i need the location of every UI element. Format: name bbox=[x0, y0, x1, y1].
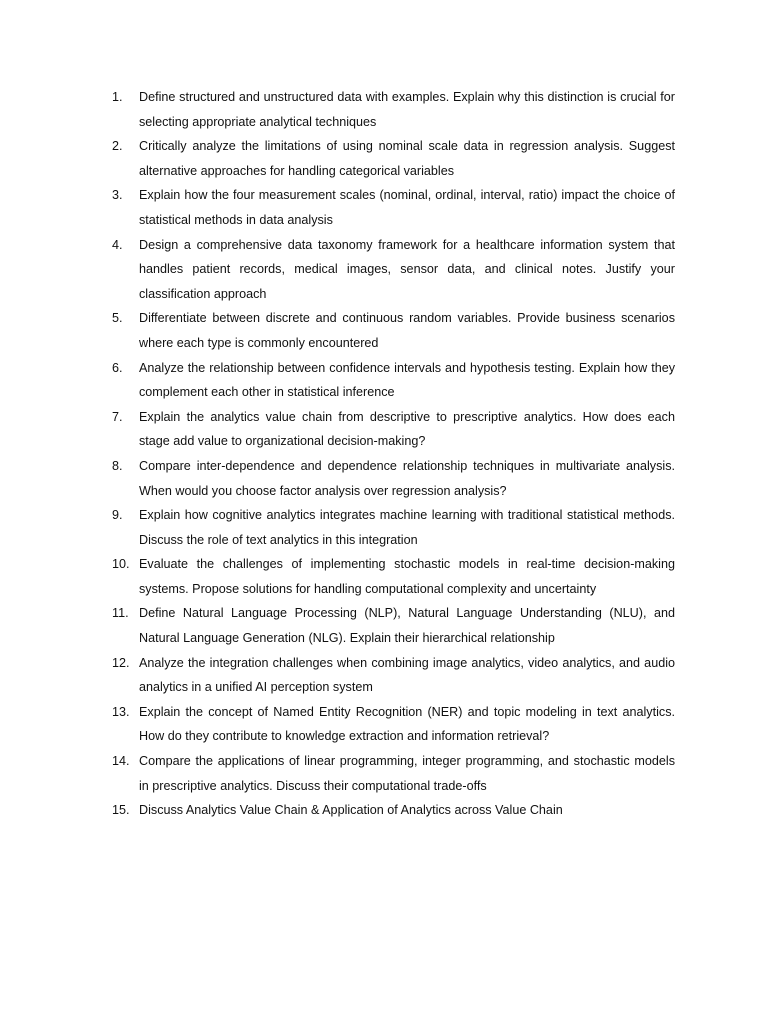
question-number: 4. bbox=[112, 237, 123, 252]
question-item bbox=[112, 454, 675, 503]
question-text: Define structured and unstructured data with examples. Explain why this distinction is crucial for selecting appropriate analytical techniques bbox=[139, 90, 675, 129]
question-item bbox=[112, 405, 675, 454]
question-text: Define Natural Language Processing (NLP), Natural Language Understanding (NLU), and Natural Language Generation (NLG). Explain their hierarchical relationship bbox=[139, 606, 675, 646]
question-item bbox=[112, 233, 675, 307]
question-number: 15. bbox=[112, 803, 130, 818]
question-number: 9. bbox=[112, 508, 123, 523]
question-number: 11. bbox=[112, 606, 129, 621]
question-number: 7. bbox=[112, 409, 123, 424]
question-number: 14. bbox=[112, 754, 130, 769]
question-text: Design a comprehensive data taxonomy framework for a healthcare information system that handles patient records, medical images, sensor data, and clinical notes. Justify your classification approach bbox=[139, 237, 675, 301]
question-item bbox=[112, 601, 675, 650]
question-text: Explain how the four measurement scales (nominal, ordinal, interval, ratio) impact the choice of statistical methods in data analysis bbox=[139, 188, 675, 227]
question-item bbox=[112, 700, 675, 749]
question-text: Compare the applications of linear programming, integer programming, and stochastic models in prescriptive analytics. Discuss their computational trade-offs bbox=[139, 754, 675, 793]
question-item bbox=[112, 749, 675, 798]
question-item bbox=[112, 798, 675, 823]
question-text: Explain the concept of Named Entity Recognition (NER) and topic modeling in text analytics. How do they contribute to knowledge extraction and information retrieval? bbox=[139, 704, 675, 744]
question-number: 13. bbox=[112, 704, 130, 719]
question-item bbox=[112, 503, 675, 552]
question-number: 3. bbox=[112, 188, 123, 203]
question-number: 12. bbox=[112, 655, 130, 670]
question-number: 10. bbox=[112, 557, 130, 572]
question-number: 8. bbox=[112, 458, 123, 473]
question-text: Differentiate between discrete and continuous random variables. Provide business scenarios where each type is commonly encountered bbox=[139, 311, 675, 350]
question-item bbox=[112, 134, 675, 183]
question-item bbox=[112, 356, 675, 405]
question-text: Analyze the relationship between confidence intervals and hypothesis testing. Explain how they complement each other in statistical inference bbox=[139, 360, 675, 400]
question-item bbox=[112, 651, 675, 700]
question-number: 6. bbox=[112, 360, 123, 375]
question-text: Compare inter-dependence and dependence relationship techniques in multivariate analysis. When would you choose factor analysis over regression analysis? bbox=[139, 458, 675, 498]
question-list bbox=[112, 85, 675, 823]
question-item bbox=[112, 552, 675, 601]
question-number: 1. bbox=[112, 90, 123, 104]
question-text: Analyze the integration challenges when combining image analytics, video analytics, and audio analytics in a unified AI perception system bbox=[139, 655, 675, 695]
question-item bbox=[112, 183, 675, 232]
question-number: 5. bbox=[112, 311, 123, 326]
question-text: Evaluate the challenges of implementing stochastic models in real-time decision-making systems. Propose solutions for handling computational complexity and uncertainty bbox=[139, 557, 675, 596]
question-text: Critically analyze the limitations of using nominal scale data in regression analysis. Suggest alternative approaches for handling categorical variables bbox=[139, 139, 675, 178]
question-text: Explain how cognitive analytics integrates machine learning with traditional statistical methods. Discuss the role of text analytics in this integration bbox=[139, 508, 675, 547]
question-item bbox=[112, 85, 675, 134]
question-text: Discuss Analytics Value Chain & Application of Analytics across Value Chain bbox=[139, 803, 563, 818]
question-number: 2. bbox=[112, 139, 123, 154]
question-text: Explain the analytics value chain from descriptive to prescriptive analytics. How does each stage add value to organizational decision-making? bbox=[139, 409, 675, 449]
question-item bbox=[112, 306, 675, 355]
